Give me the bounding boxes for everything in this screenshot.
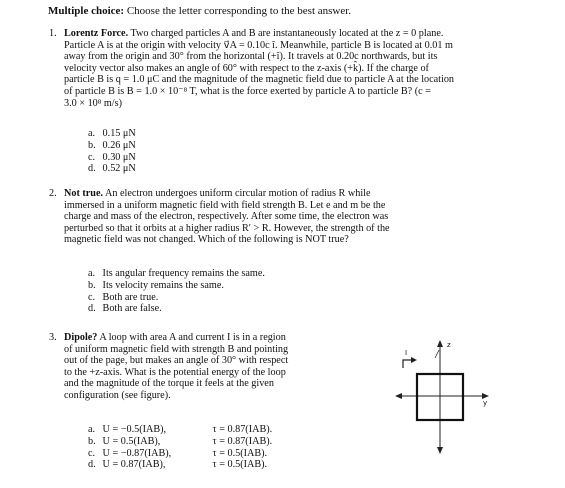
- question-text: [64, 332, 364, 402]
- question-number: 1.: [49, 28, 57, 39]
- answer-option-d[interactable]: d. 0.52 μN: [88, 163, 136, 175]
- q2-line-0: An electron undergoes uniform circular motion of radius R while: [105, 188, 371, 199]
- answer-option-c[interactable]: c. U = −0.87(IAB), τ = 0.5(IAB).: [88, 447, 268, 459]
- q1-line-3: velocity vector also makes an angle of 60° with respect to the z-axis (+k̂). If the charge of: [64, 62, 429, 74]
- current-label: I: [405, 349, 408, 357]
- question-number: 2.: [49, 188, 57, 199]
- answer-option-c[interactable]: c. Both are true.: [88, 291, 159, 303]
- q1-line-6: 3.0 × 10⁸ m/s): [64, 97, 122, 109]
- answer-option-b[interactable]: b. 0.26 μN: [88, 139, 136, 151]
- y-axis-label: y: [483, 399, 488, 407]
- question-2: [49, 188, 504, 315]
- answer-option-b[interactable]: b. Its velocity remains the same.: [88, 279, 224, 291]
- q3-line-5: configuration (see figure).: [64, 389, 171, 401]
- answer-option-d[interactable]: d. U = 0.87(IAB), τ = 0.5(IAB).: [88, 459, 268, 471]
- instructions-bold: Multiple choice:: [48, 5, 125, 17]
- q1-line-4: particle B is q = 1.0 μC and the magnitude of the magnetic field due to particle A at the location: [64, 74, 455, 86]
- q3-line-0: A loop with area A and current I is in a region: [99, 332, 286, 343]
- current-arrow-head: [411, 357, 417, 363]
- answer-options: [88, 128, 136, 175]
- answer-option-a[interactable]: a. 0.15 μN: [88, 128, 136, 139]
- z-axis-label: z: [447, 341, 451, 349]
- q3-line-3: to the +z-axis. What is the potential energy of the loop: [64, 366, 286, 378]
- question-title: Lorentz Force.: [64, 28, 129, 39]
- q2-line-1: immersed in a uniform magnetic field with field strength B. Let e and m be the: [64, 199, 386, 211]
- question-number: 3.: [49, 332, 57, 343]
- answer-option-c[interactable]: c. 0.30 μN: [88, 151, 136, 163]
- answer-options: [88, 268, 265, 315]
- answer-option-a[interactable]: a. Its angular frequency remains the same.: [88, 268, 265, 279]
- answer-option-d[interactable]: d. Both are false.: [88, 303, 162, 315]
- question-text: [64, 28, 504, 109]
- instructions-heading: [48, 6, 351, 18]
- question-1: [49, 28, 504, 175]
- q1-line-5: of particle B is B = 1.0 × 10⁻⁸ T, what is the force exerted by particle A to particle B? (c =: [64, 85, 431, 97]
- q3-line-2: out of the page, but makes an angle of 30° with respect: [64, 355, 289, 367]
- q1-line-2: away from the origin and 30° from the horizontal (+î). It travels at 0.20c northwards, but its: [64, 51, 438, 63]
- instructions-text: Choose the letter corresponding to the best answer.: [124, 5, 352, 17]
- q1-line-0: Two charged particles A and B are instantaneously located at the z = 0 plane.: [130, 28, 444, 39]
- q2-line-4: magnetic field was not changed. Which of the following is NOT true?: [64, 234, 349, 246]
- answer-option-b[interactable]: b. U = 0.5(IAB), τ = 0.87(IAB).: [88, 435, 273, 447]
- question-text: [64, 188, 504, 246]
- loop-figure: [395, 338, 505, 458]
- q2-line-2: charge and mass of the electron, respectively. After some time, the electron was: [64, 211, 389, 223]
- z-axis-arrow-down: [437, 447, 443, 454]
- question-title: Not true.: [64, 188, 104, 199]
- answer-options: [88, 424, 272, 471]
- z-axis-arrow-up: [437, 340, 443, 347]
- question-title: Dipole?: [64, 332, 98, 343]
- answer-option-a[interactable]: a. U = −0.5(IAB), τ = 0.87(IAB).: [88, 424, 273, 435]
- loop-figure-svg: [395, 338, 505, 458]
- q2-line-3: perturbed so that it orbits at a higher radius R′ > R. However, the strength of the: [64, 222, 390, 234]
- q3-line-1: of uniform magnetic field with strength B and pointing: [64, 343, 289, 355]
- y-axis-arrow-left: [395, 393, 402, 399]
- q3-line-4: and the magnitude of the torque it feels at the given: [64, 378, 274, 390]
- field-arrow: [435, 350, 439, 358]
- q1-line-1: Particle A is at the origin with velocity v⃗A = 0.10c î. Meanwhile, particle B is located at 0.01 m: [64, 39, 453, 51]
